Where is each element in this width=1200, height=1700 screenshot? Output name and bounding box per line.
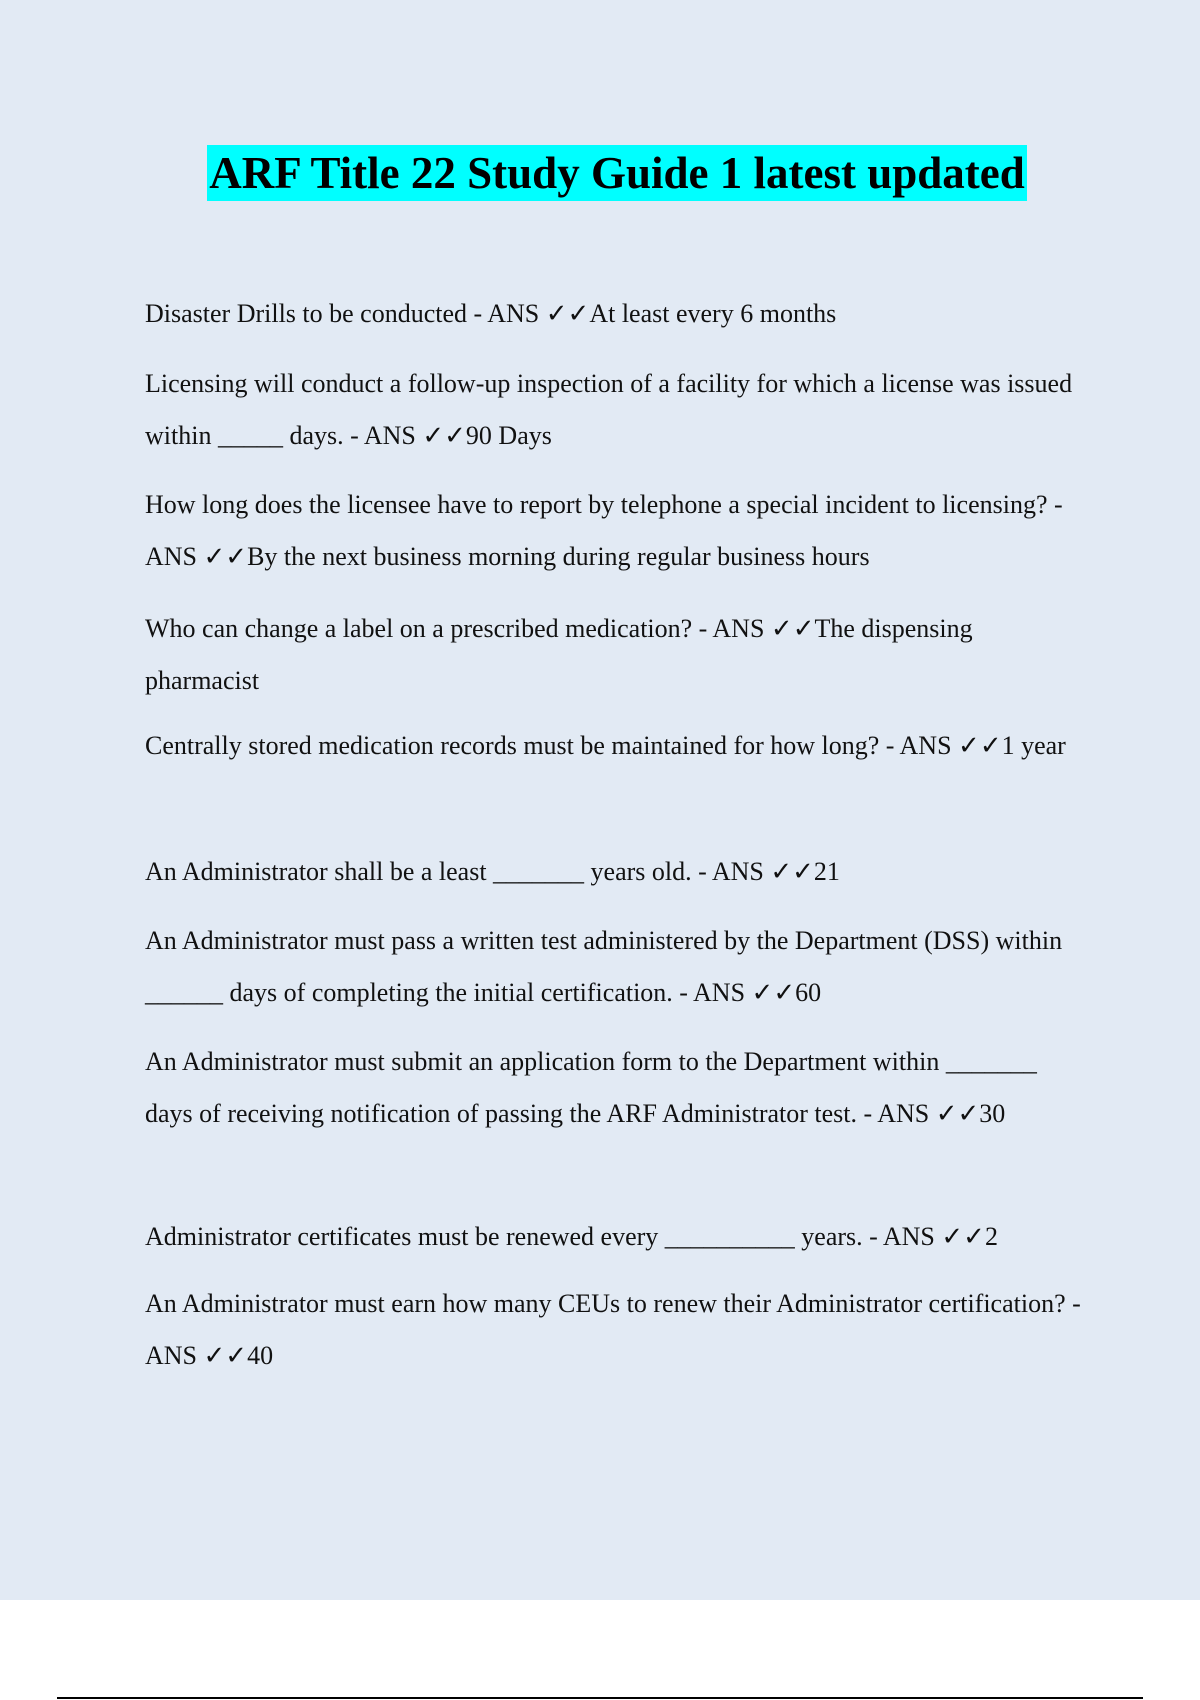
qa-item: An Administrator must pass a written test administered by the Department (DSS) within ______ days of completing the initial certification. - ANS ✓✓60 — [145, 926, 1063, 1007]
title-container — [0, 145, 1200, 201]
qa-item: An Administrator shall be a least _______ years old. - ANS ✓✓21 — [145, 857, 840, 886]
qa-item: An Administrator must earn how many CEUs to renew their Administrator certification? - ANS ✓✓40 — [145, 1289, 1081, 1370]
footer-divider — [57, 1697, 1143, 1699]
qa-item: Administrator certificates must be renewed every __________ years. - ANS ✓✓2 — [145, 1222, 998, 1251]
document-title: ARF Title 22 Study Guide 1 latest updated — [207, 145, 1027, 201]
qa-item: Licensing will conduct a follow-up inspection of a facility for which a license was issued within _____ days. - ANS ✓✓90 Days — [145, 369, 1073, 450]
qa-item: Who can change a label on a prescribed medication? - ANS ✓✓The dispensing pharmacist — [145, 614, 973, 695]
qa-item: Centrally stored medication records must be maintained for how long? - ANS ✓✓1 year — [145, 731, 1066, 760]
qa-item: An Administrator must submit an application form to the Department within _______ days of receiving notification of passing the ARF Administrator test. - ANS ✓✓30 — [145, 1047, 1037, 1128]
qa-item: Disaster Drills to be conducted - ANS ✓✓At least every 6 months — [145, 299, 837, 328]
qa-item: How long does the licensee have to report by telephone a special incident to licensing? - ANS ✓✓By the next business morning during regular business hours — [145, 490, 1063, 571]
